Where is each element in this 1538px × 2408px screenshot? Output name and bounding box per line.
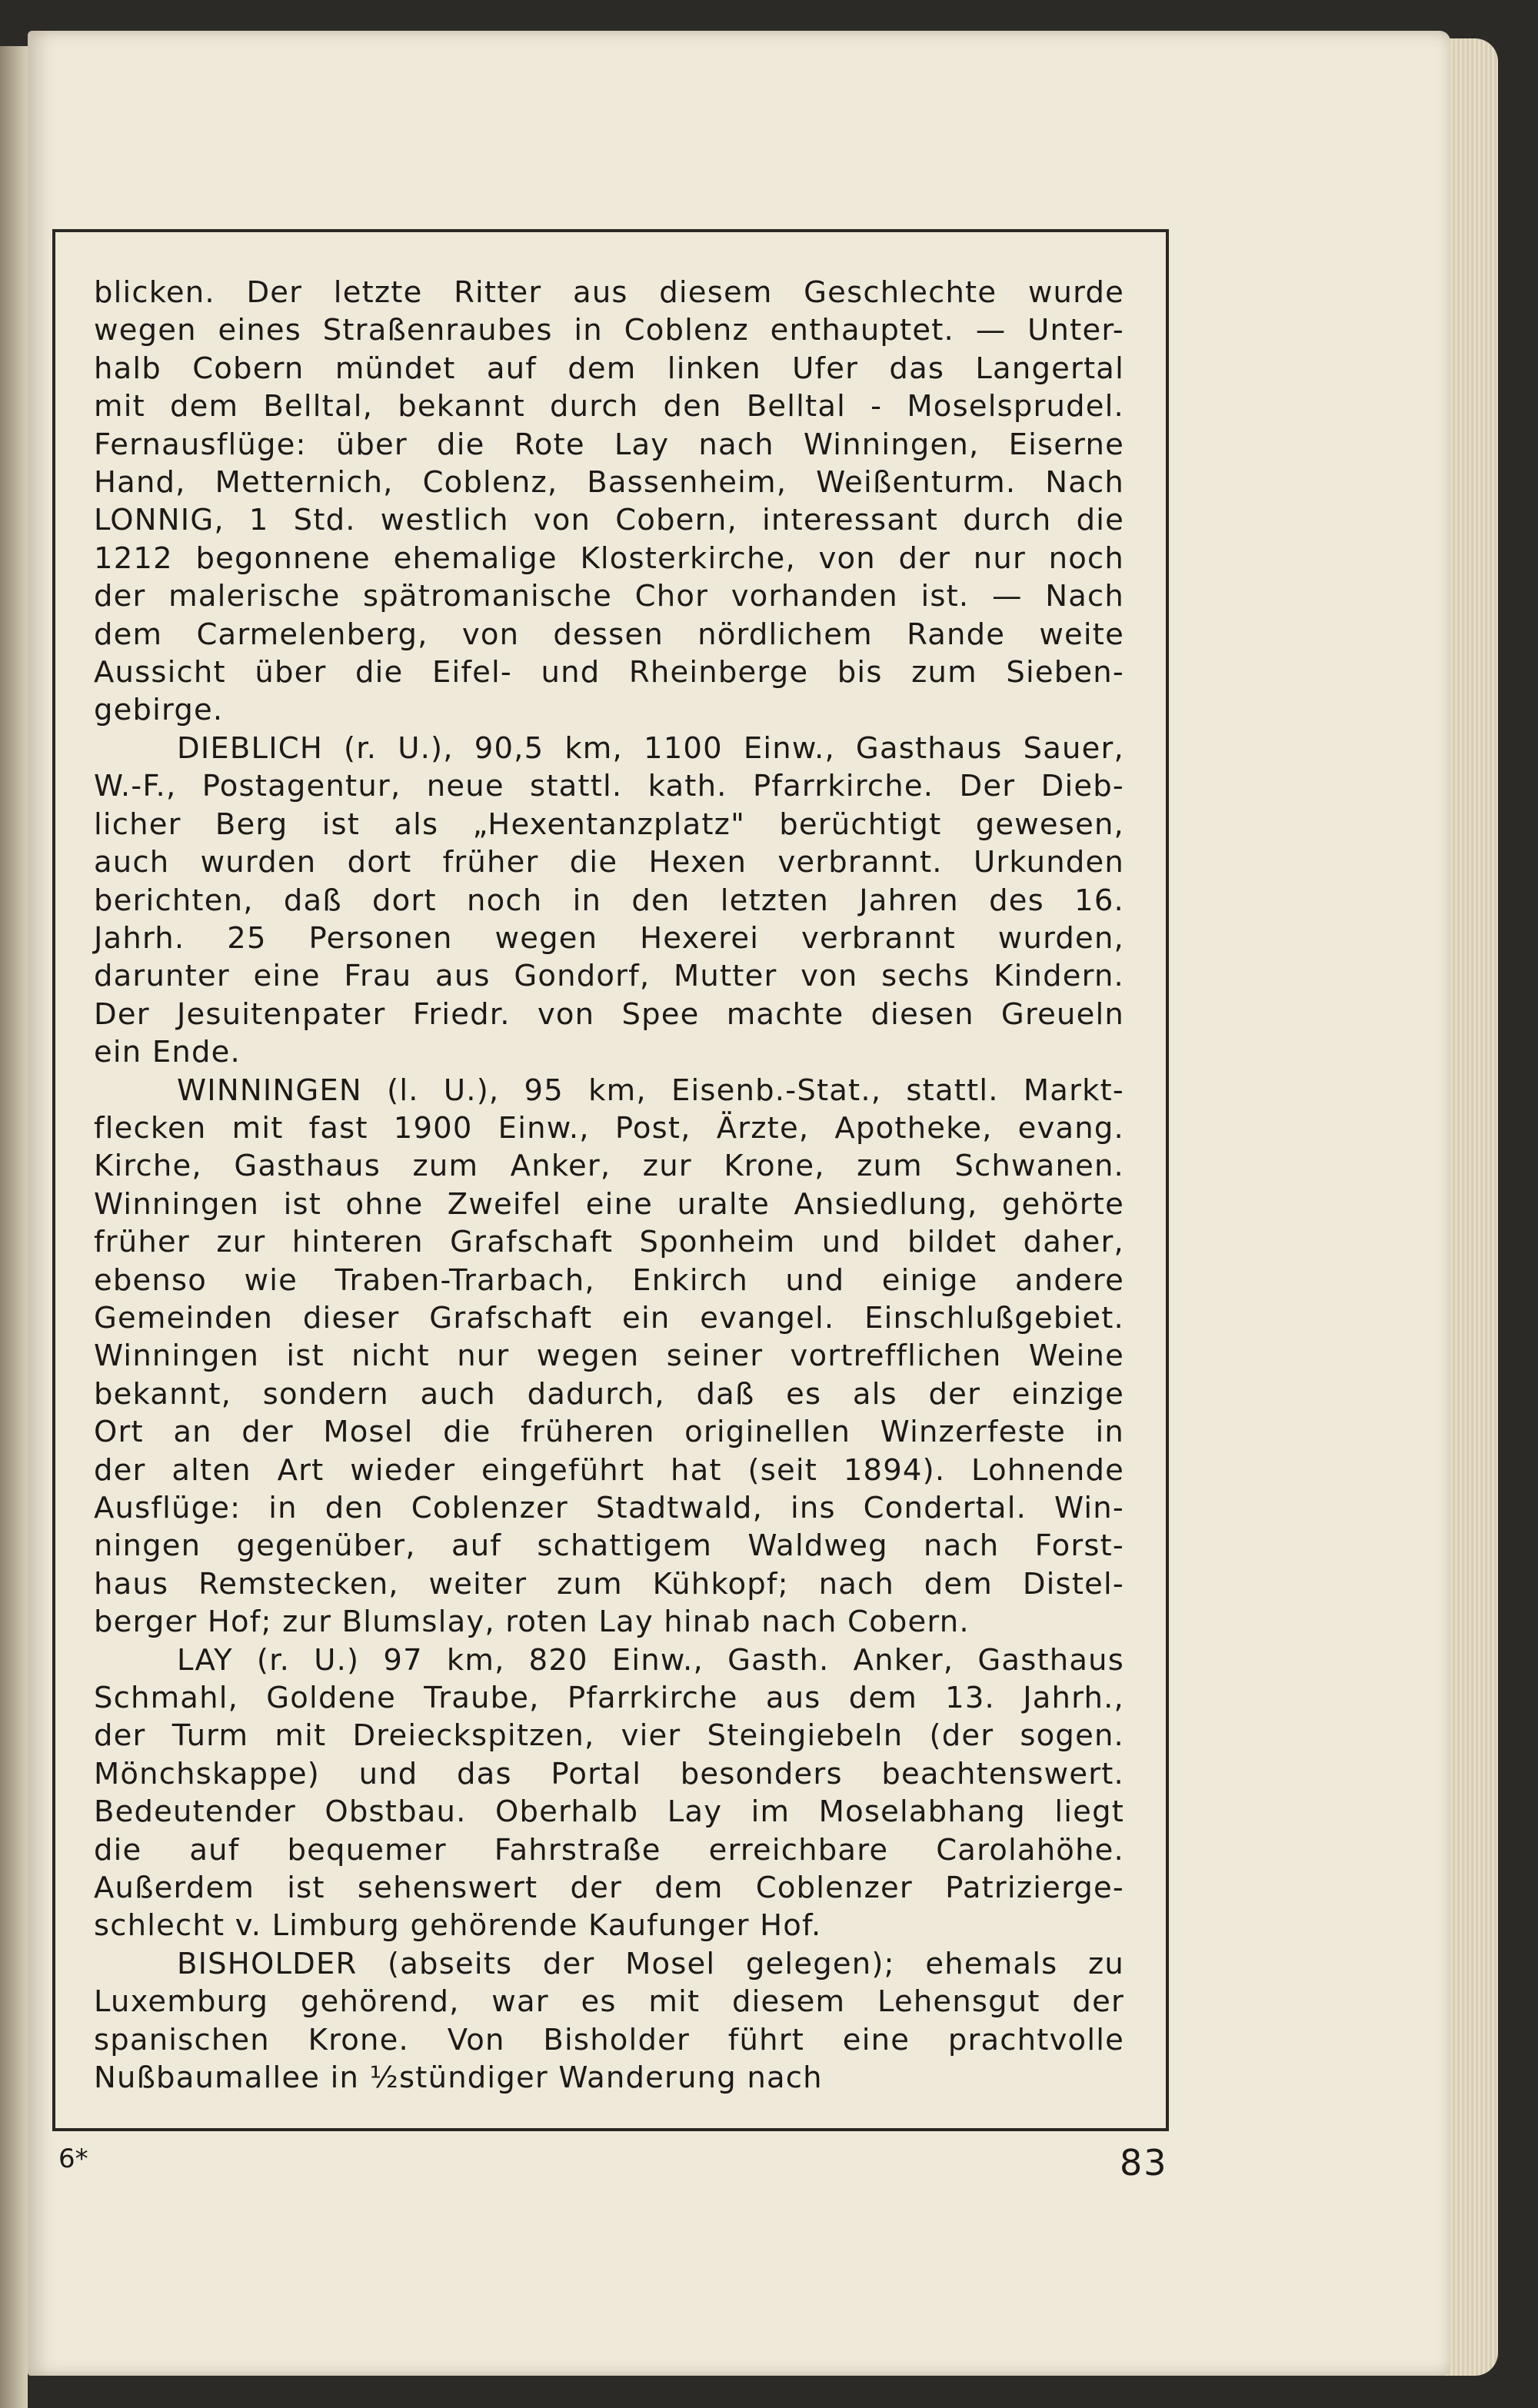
text-line: Gemeinden dieser Grafschaft ein evangel. Einschlußgebiet.: [94, 1300, 1124, 1335]
text-line: Nußbaumallee in ½stündiger Wanderung nach: [94, 2060, 823, 2096]
signature-mark: 6*: [58, 2144, 88, 2174]
text-line: 1212 begonnene ehemalige Klosterkirche, von der nur noch: [94, 540, 1124, 576]
facing-page-edge: [0, 46, 28, 2408]
text-line: Aussicht über die Eifel- und Rheinberge bis zum Sieben-: [94, 655, 1124, 690]
text-line: mit dem Belltal, bekannt durch den Belltal - Moselsprudel.: [94, 389, 1124, 424]
text-line: Kirche, Gasthaus zum Anker, zur Krone, zum Schwanen.: [94, 1149, 1124, 1184]
text-line: flecken mit fast 1900 Einw., Post, Ärzte, Apotheke, evang.: [94, 1110, 1124, 1146]
text-line: Der Jesuitenpater Friedr. von Spee machte diesen Greueln: [94, 996, 1124, 1032]
text-line: Mönchskappe) und das Portal besonders beachtenswert.: [94, 1756, 1124, 1791]
text-line: DIEBLICH (r. U.), 90,5 km, 1100 Einw., Gasthaus Sauer,: [177, 730, 1124, 766]
text-line: haus Remstecken, weiter zum Kühkopf; nach dem Distel-: [94, 1566, 1124, 1601]
text-line: Ort an der Mosel die früheren originellen Winzerfeste in: [94, 1415, 1124, 1450]
text-line: der Turm mit Dreieckspitzen, vier Steingiebeln (der sogen.: [94, 1718, 1124, 1754]
text-line: ein Ende.: [94, 1035, 241, 1070]
text-line: Bedeutender Obstbau. Oberhalb Lay im Moselabhang liegt: [94, 1794, 1124, 1830]
text-line: Schmahl, Goldene Traube, Pfarrkirche aus dem 13. Jahrh.,: [94, 1681, 1124, 1716]
text-line: Jahrh. 25 Personen wegen Hexerei verbrannt wurden,: [94, 920, 1124, 956]
text-line: wegen eines Straßenraubes in Coblenz enthauptet. — Unter-: [94, 313, 1124, 348]
text-line: halb Cobern mündet auf dem linken Ufer das Langertal: [94, 351, 1124, 386]
text-line: ningen gegenüber, auf schattigem Waldweg nach Forst-: [94, 1528, 1124, 1564]
text-line: Fernausflüge: über die Rote Lay nach Winningen, Eiserne: [94, 427, 1124, 462]
text-line: schlecht v. Limburg gehörende Kaufunger Hof.: [94, 1908, 822, 1944]
text-line: auch wurden dort früher die Hexen verbrannt. Urkunden: [94, 845, 1124, 880]
text-line: spanischen Krone. Von Bisholder führt eine prachtvolle: [94, 2022, 1124, 2057]
text-line: früher zur hinteren Grafschaft Sponheim und bildet daher,: [94, 1225, 1124, 1260]
text-line: berger Hof; zur Blumslay, roten Lay hinab nach Cobern.: [94, 1605, 970, 1640]
text-line: Ausflüge: in den Coblenzer Stadtwald, ins Condertal. Win-: [94, 1491, 1124, 1525]
text-line: darunter eine Frau aus Gondorf, Mutter von sechs Kindern.: [94, 959, 1124, 994]
text-line: blicken. Der letzte Ritter aus diesem Geschlechte wurde: [94, 275, 1124, 310]
text-line: LAY (r. U.) 97 km, 820 Einw., Gasth. Anker, Gasthaus: [177, 1642, 1124, 1678]
text-line: W.-F., Postagentur, neue stattl. kath. Pfarrkirche. Der Dieb-: [94, 769, 1124, 804]
text-line: Luxemburg gehörend, war es mit diesem Lehensgut der: [94, 1984, 1124, 2020]
text-line: dem Carmelenberg, von dessen nördlichem Rande weite: [94, 617, 1124, 652]
body-text: [94, 274, 1124, 2097]
text-line: berichten, daß dort noch in den letzten Jahren des 16.: [94, 883, 1124, 918]
text-line: Hand, Metternich, Coblenz, Bassenheim, Weißenturm. Nach: [94, 465, 1124, 501]
text-line: Winningen ist ohne Zweifel eine uralte Ansiedlung, gehörte: [94, 1186, 1124, 1222]
text-line: BISHOLDER (abseits der Mosel gelegen); ehemals zu: [177, 1946, 1124, 1981]
text-line: Winningen ist nicht nur wegen seiner vortrefflichen Weine: [94, 1339, 1124, 1374]
text-line: die auf bequemer Fahrstraße erreichbare Carolahöhe.: [94, 1832, 1124, 1868]
text-line: der alten Art wieder eingeführt hat (seit 1894). Lohnende: [94, 1452, 1124, 1488]
text-line: LONNIG, 1 Std. westlich von Cobern, interessant durch die: [94, 503, 1124, 538]
text-line: der malerische spätromanische Chor vorhanden ist. — Nach: [94, 579, 1124, 614]
text-line: bekannt, sondern auch dadurch, daß es als der einzige: [94, 1376, 1124, 1412]
text-line: Außerdem ist sehenswert der dem Coblenzer Patrizierge-: [94, 1871, 1124, 1906]
text-line: gebirge.: [94, 693, 224, 728]
page-number: 83: [1120, 2142, 1168, 2183]
text-line: WINNINGEN (l. U.), 95 km, Eisenb.-Stat., stattl. Markt-: [177, 1073, 1124, 1108]
text-line: ebenso wie Traben-Trarbach, Enkirch und einige andere: [94, 1262, 1124, 1298]
text-line: licher Berg ist als „Hexentanzplatz" berüchtigt gewesen,: [94, 807, 1124, 842]
